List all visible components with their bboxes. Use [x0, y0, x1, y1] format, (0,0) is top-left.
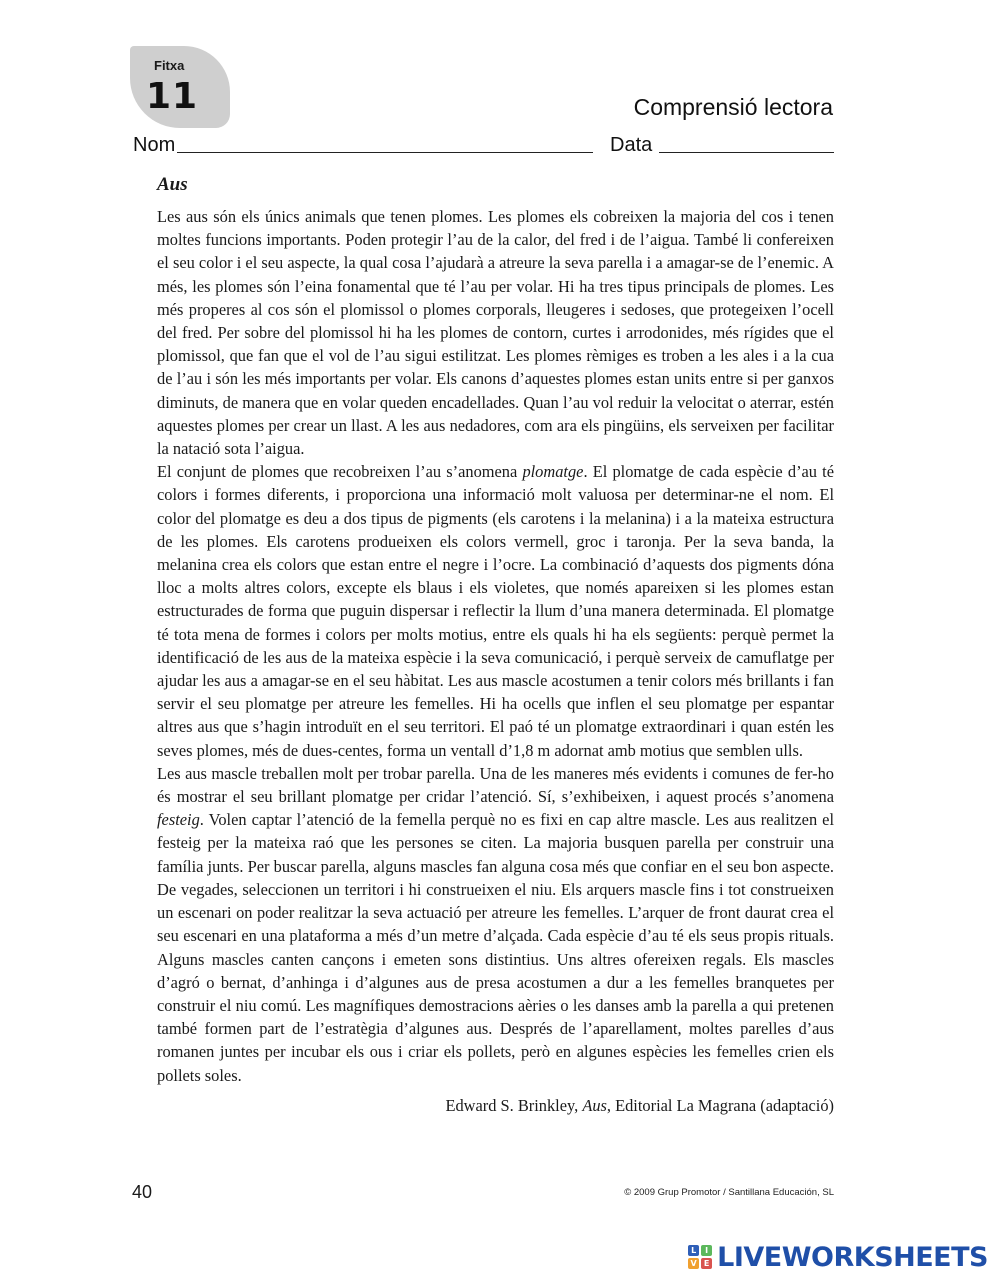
term-festeig: festeig	[157, 810, 200, 830]
fitxa-label: Fitxa	[154, 58, 185, 73]
paragraph-plumage	[157, 460, 834, 762]
paragraph-text: El conjunt de plomes que recobreixen l’au s’anomena	[157, 462, 523, 482]
copyright: © 2009 Grup Promotor / Santillana Educación, SL	[624, 1187, 834, 1198]
paragraph-feathers: Les aus són els únics animals que tenen plomes. Les plomes els cobreixen la majoria del cos i tenen moltes funcions importants. Poden protegir l’au de la calor, del fred i de l’aigua. També li confereixen el seu color i el seu aspecte, la qual cosa l’ajudarà a atreure la seva parella i a amagar-se de l’enemic. A més, les plomes són l’eina fonamental que té l’au per volar. Hi ha tres tipus principals de plomes. Les més properes al cos són el plomissol o plomes corporals, lleugeres i sedoses, que protegeixen l’ocell del fred. Per sobre del plomissol hi ha les plomes de contorn, curtes i arrodonides, més rígides que el plomissol, que fan que el vol de l’au sigui estilitzat. Les plomes rèmiges es troben a les ales i a la cua de l’au i són les més importants per volar. Els canons d’aquestes plomes estan units entre si per ganxos diminuts, de manera que en volar queden encadellades. Quan l’au vol reduir la velocitat o aterrar, estén aquestes plomes per crear un llast. A les aus nedadores, com ara els pingüins, els serveixen per facilitar la natació sota l’aigua.	[157, 207, 834, 459]
article-title: Aus	[157, 174, 188, 195]
source-credit	[157, 1094, 834, 1117]
name-field[interactable]	[177, 152, 593, 153]
credit-publisher: , Editorial La Magrana (adaptació)	[606, 1095, 834, 1115]
article-body	[157, 205, 834, 1087]
brand-text: LIVEWORKSHEETS	[717, 1241, 988, 1273]
name-label: Nom	[133, 134, 176, 156]
paragraph-text: . Volen captar l’atenció de la femella perquè no es fixi en cap altre mascle. Les aus realitzen el festeig per la mateixa raó que les persones se citen. La majoria busquen parella per construir una família junts. Per buscar parella, alguns mascles fan alguna cosa més que confiar en el seu bon aspecte. De vegades, seleccionen un territori i hi construeixen el niu. Els arquers mascle fins i tot construeixen un escenari on poder realitzar la seva actuació per atreure les femelles. L’arquer de front daurat crea el seu escenari en una plataforma a més d’un metre d’alçada. Cada espècie d’au té els seus propis rituals. Alguns mascles canten cançons i emeten sons distintius. Uns altres ofereixen regals. Els mascles d’agró o bernat, d’anhinga i d’algunes aus de presa acostumen a dur a les femelles branquetes per construir el niu comú. Les magnífiques demostracions aèries o les danses amb la parella a qui pretenen també formen part de l’estratègia d’algunes aus. Després de l’aparellament, moltes parelles d’aus romanen juntes per incubar els ous i criar els pollets, però en algunes espècies les femelles crien els pollets soles.	[157, 810, 834, 1085]
credit-author: Edward S. Brinkley,	[445, 1095, 583, 1115]
liveworksheets-logo-icon	[688, 1245, 712, 1269]
liveworksheets-brand[interactable]	[688, 1240, 988, 1274]
page-number: 40	[132, 1182, 153, 1202]
section-title: Comprensió lectora	[633, 94, 833, 120]
credit-book: Aus	[582, 1095, 607, 1115]
fitxa-number: 11	[146, 76, 199, 117]
logo-letter: V	[688, 1258, 699, 1269]
paragraph-text: . El plomatge de cada espècie d’au té colors i formes diferents, i proporciona una informació molt valuosa per determinar-ne el nom. El color del plomatge es deu a dos tipus de pigments (els carotens i la melanina) i a la mateixa estructura de les plomes. Els carotens produeixen els colors vermell, groc i taronja. Per la seva banda, la melanina crea els colors que estan entre el negre i l’ocre. La combinació d’aquests dos pigments dóna lloc a molts altres colors, excepte els blaus i els violetes, que només apareixen si les plomes estan estructurades de forma que puguin dispersar i reflectir la llum d’una manera determinada. El plomatge té tota mena de formes i colors per molts motius, entre els quals hi ha els següents: perquè permet la identificació de les aus de la mateixa espècie i la seva comunicació, i perquè serveix de camuflatge per ajudar les aus a amagar-se en el seu hàbitat. Les aus mascle acostumen a tenir colors més brillants i fan servir el seu plomatge per atreure les femelles. Hi ha ocells que inflen el seu plomatge per espantar altres aus que s’hagin introduït en el seu territori. El paó té un plomatge extraordinari i quan estén les seves plomes, més de dues-centes, forma un ventall d’1,8 m adornat amb motius que semblen ulls.	[157, 462, 834, 760]
paragraph-text: Les aus mascle treballen molt per trobar parella. Una de les maneres més evidents i comunes de fer-ho és mostrar el seu brillant plomatge per cridar l’atenció. Sí, s’exhibeixen, i aquest procés s’anomena	[157, 763, 834, 807]
article	[157, 174, 834, 1117]
term-plomatge: plomatge	[522, 462, 584, 482]
date-field[interactable]	[659, 152, 834, 153]
logo-letter: I	[701, 1245, 712, 1256]
paragraph-courtship	[157, 762, 834, 1087]
logo-letter: E	[701, 1258, 712, 1269]
logo-letter: L	[688, 1245, 699, 1256]
date-label: Data	[610, 134, 653, 156]
